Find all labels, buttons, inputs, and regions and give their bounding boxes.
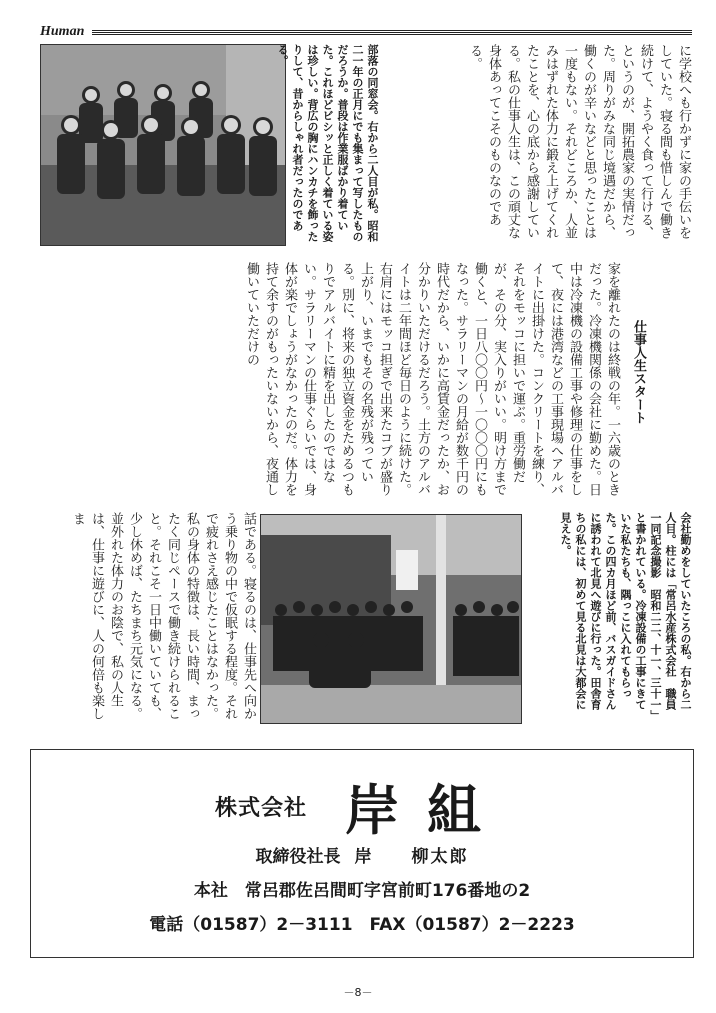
article-body-top: に学校へも行かずに家の手伝いをしていた。寝る間も惜しんで働き続けて、ようやく食って行ける、というのが、開拓農家の実情だった。周りがみな同じ境遇だから、働くのが辛いなどと思ったことは一度もない。それどころか、人並みはずれた体力に鍛え上げてくれたことを、心の底から感謝している。私の仕事人生は、この頑丈な身体あってこそのものなのである。 bbox=[467, 44, 691, 239]
ad-president-title: 取締役社長 bbox=[255, 847, 341, 867]
ad-company bbox=[31, 768, 693, 845]
article-body-middle: 家を離れたのは終戦の年。一六歳のときだった。冷凍機関係の会社に勤めた。日中は冷凍機の設備工事や修理の仕事をして、夜には港湾などの工事現場へアルバイトに出掛けた。コンクリートを練り、それをモッコに担いで運ぶ。重労働だが、その分、実入りがいい。明け方まで働くと、一日八〇〇円～一〇〇〇円にもなった。サラリーマンの月給が数千円の時代だから、いかに高賃金だったか、お分かりいただけるだろう。土方のアルバイトは二年間ほど毎日のように続けた。右肩にはモッコ担ぎで出来たコブが盛り上がり、いまでもその名残が残っている。別に、将来の独立資金をためるつもりでアルバイトに精を出したのではない。サラリーマンの仕事ぐらいでは、身体が楽でしょうがなかったのだ。体力を持て余すのがもったいないから、夜通し働いていただけの bbox=[244, 262, 620, 496]
page-number: －8－ bbox=[343, 986, 373, 999]
ad-phone: 電話（01587）2－3111 FAX（01587）2－2223 bbox=[149, 915, 575, 935]
ad-president bbox=[31, 842, 693, 867]
photo-caption-company: 会社勤めをしていたころの私。右から二人目。柱には「常呂水産株式会社 職員一同記念撮影 昭和二二、十一、三十一」と書かれている。冷凍設備の工事にきていた私たちも、隅っこに入れてもらった。この四カ月ほど前、バスガイドさんに誘われて北見へ遊びに行った。田舎育ちの私には、初めて見る北見は大都会に見えた。 bbox=[559, 512, 692, 716]
company-photo bbox=[260, 514, 522, 724]
section-label: Human bbox=[40, 24, 85, 39]
reunion-photo bbox=[40, 44, 286, 246]
header-rule bbox=[92, 30, 692, 35]
ad-company-prefix: 株式会社 bbox=[214, 796, 307, 821]
company-advertisement bbox=[30, 749, 694, 958]
photo-caption-reunion: 部落の同窓会。右から二人目が私。昭和二一年の正月にでも集まって写したものだろうか。普段は作業服ばかり着ていた。これほどビシッと正しく着ている姿は珍しい。背広の胸にハンカチを飾ったりして、昔からしゃれ者だったのである。 bbox=[276, 44, 379, 242]
ad-president-name: 岸 柳太郎 bbox=[354, 847, 469, 867]
ad-company-name: 岸組 bbox=[345, 778, 509, 842]
section-heading: 仕事人生スタート bbox=[631, 320, 646, 424]
article-body-bottom: 話である。寝るのは、仕事先へ向かう乗り物の中で仮眠する程度。それで疲れさえ感じたことはなかった。私の身体の特徴は、長い時間、まったく同じペースで働き続けられること。それこそ一日中働いていても、少し休めば、たちまち元気になる。並外れた体力のお陰で、私の人生は、仕事に遊びに、人の何倍も楽しま bbox=[70, 512, 256, 720]
ad-address: 本社 常呂郡佐呂間町字宮前町176番地の2 bbox=[193, 881, 531, 901]
